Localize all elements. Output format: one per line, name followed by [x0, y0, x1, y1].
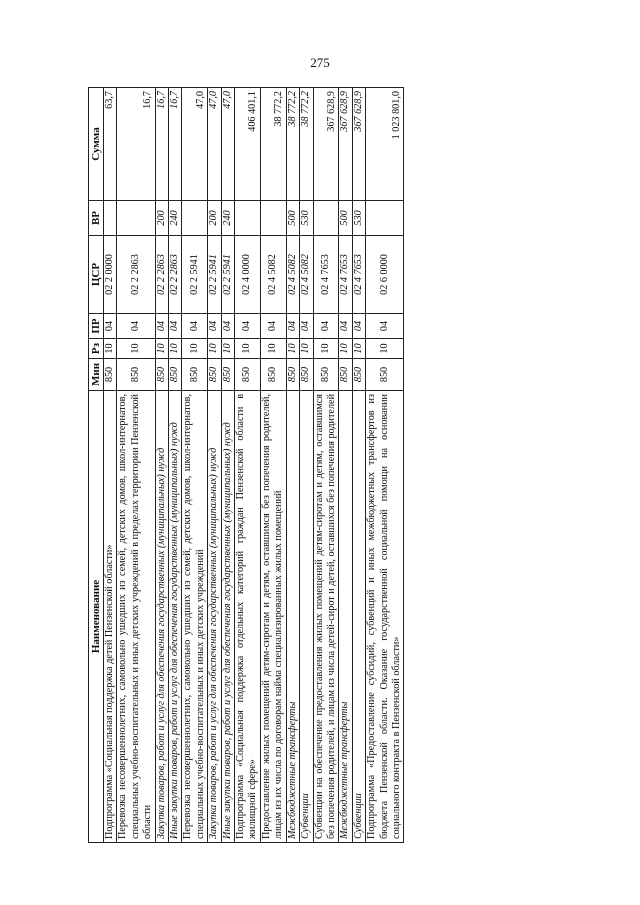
cell-rz: 10 — [352, 339, 365, 359]
cell-vr — [182, 201, 208, 236]
table-row — [208, 88, 221, 843]
table-row — [260, 88, 286, 843]
cell-name: Подпрограмма «Социальная поддержка детей Пензенской области» — [104, 391, 117, 843]
cell-pr: 04 — [366, 314, 404, 339]
cell-rz: 10 — [366, 339, 404, 359]
cell-sum: 47,0 — [221, 88, 234, 201]
cell-min: 850 — [208, 359, 221, 391]
cell-vr: 200 — [155, 201, 168, 236]
header-vr: ВР — [89, 201, 104, 236]
header-pr: ПР — [89, 314, 104, 339]
cell-min: 850 — [182, 359, 208, 391]
cell-name: Подпрограмма «Социальная поддержка отдельных категорий граждан Пензенской области в жилищной сфере» — [235, 391, 261, 843]
cell-name: Субвенции — [352, 391, 365, 843]
cell-pr: 04 — [169, 314, 182, 339]
table-row — [117, 88, 155, 843]
cell-pr: 04 — [260, 314, 286, 339]
cell-pr: 04 — [286, 314, 299, 339]
table-row — [300, 88, 313, 843]
cell-vr — [366, 201, 404, 236]
cell-rz: 10 — [104, 339, 117, 359]
cell-csr: 02 4 5082 — [286, 236, 299, 314]
cell-name: Перевозка несовершеннолетних, самовольно ушедших из семей, детских домов, школ-интернатов, специальных учебно-воспитательных и иных детских учреждений — [182, 391, 208, 843]
table-row — [155, 88, 168, 843]
cell-csr: 02 4 5082 — [300, 236, 313, 314]
cell-pr: 04 — [155, 314, 168, 339]
cell-sum: 367 628,9 — [313, 88, 339, 201]
cell-sum: 47,0 — [182, 88, 208, 201]
page-number: 275 — [310, 55, 330, 70]
cell-csr: 02 4 7653 — [352, 236, 365, 314]
cell-rz: 10 — [235, 339, 261, 359]
cell-vr: 500 — [286, 201, 299, 236]
cell-sum: 1 023 801,0 — [366, 88, 404, 201]
cell-sum: 38 772,2 — [300, 88, 313, 201]
cell-csr: 02 4 7653 — [339, 236, 352, 314]
cell-min: 850 — [286, 359, 299, 391]
cell-min: 850 — [155, 359, 168, 391]
cell-rz: 10 — [339, 339, 352, 359]
table-row — [352, 88, 365, 843]
cell-csr: 02 2 5941 — [208, 236, 221, 314]
cell-min: 850 — [313, 359, 339, 391]
cell-sum: 367 628,9 — [339, 88, 352, 201]
cell-min: 850 — [352, 359, 365, 391]
cell-vr — [117, 201, 155, 236]
cell-sum: 38 772,2 — [286, 88, 299, 201]
cell-name: Субвенции — [300, 391, 313, 843]
cell-rz: 10 — [313, 339, 339, 359]
cell-csr: 02 2 2863 — [117, 236, 155, 314]
table-row — [313, 88, 339, 843]
cell-sum: 38 772,2 — [260, 88, 286, 201]
cell-pr: 04 — [339, 314, 352, 339]
cell-name: Предоставление жилых помещений детям-сиротам и детям, оставшимся без попечения родителей, лицам из их числа по договорам найма специализированных жилых помещений — [260, 391, 286, 843]
cell-min: 850 — [169, 359, 182, 391]
cell-pr: 04 — [300, 314, 313, 339]
cell-csr: 02 2 2863 — [155, 236, 168, 314]
cell-vr: 530 — [352, 201, 365, 236]
cell-sum: 63,7 — [104, 88, 117, 201]
cell-rz: 10 — [117, 339, 155, 359]
cell-pr: 04 — [313, 314, 339, 339]
cell-rz: 10 — [208, 339, 221, 359]
cell-min: 850 — [104, 359, 117, 391]
cell-csr: 02 4 5082 — [260, 236, 286, 314]
table-row — [339, 88, 352, 843]
cell-name: Межбюджетные трансферты — [339, 391, 352, 843]
cell-vr — [104, 201, 117, 236]
cell-name: Межбюджетные трансферты — [286, 391, 299, 843]
cell-csr: 02 6 0000 — [366, 236, 404, 314]
cell-csr: 02 2 5941 — [221, 236, 234, 314]
cell-vr: 200 — [208, 201, 221, 236]
cell-sum: 367 628,9 — [352, 88, 365, 201]
cell-vr: 500 — [339, 201, 352, 236]
cell-vr: 240 — [169, 201, 182, 236]
table-row — [104, 88, 117, 843]
table-row — [235, 88, 261, 843]
table-row — [182, 88, 208, 843]
cell-name: Закупка товаров, работ и услуг для обеспечения государственных (муниципальных) нужд — [208, 391, 221, 843]
header-csr: ЦСР — [89, 236, 104, 314]
cell-name: Подпрограмма «Предоставление субсидий, субвенций и иных межбюджетных трансфертов из бюджета Пензенской области. Оказание государственной социальной помощи на основании социального контракта в Пензенской области» — [366, 391, 404, 843]
table-header-row — [89, 88, 104, 843]
cell-sum: 16,7 — [155, 88, 168, 201]
cell-vr: 240 — [221, 201, 234, 236]
cell-pr: 04 — [117, 314, 155, 339]
cell-pr: 04 — [352, 314, 365, 339]
cell-csr: 02 2 2863 — [169, 236, 182, 314]
table-row — [286, 88, 299, 843]
cell-rz: 10 — [286, 339, 299, 359]
cell-sum: 406 401,1 — [235, 88, 261, 201]
cell-sum: 16,7 — [169, 88, 182, 201]
cell-pr: 04 — [221, 314, 234, 339]
cell-csr: 02 2 5941 — [182, 236, 208, 314]
cell-min: 850 — [339, 359, 352, 391]
cell-name: Закупка товаров, работ и услуг для обеспечения государственных (муниципальных) нужд — [155, 391, 168, 843]
header-min: Мин — [89, 359, 104, 391]
cell-vr — [313, 201, 339, 236]
cell-rz: 10 — [300, 339, 313, 359]
cell-pr: 04 — [182, 314, 208, 339]
header-sum: Сумма — [89, 88, 104, 201]
cell-rz: 10 — [155, 339, 168, 359]
cell-min: 850 — [260, 359, 286, 391]
cell-csr: 02 4 7653 — [313, 236, 339, 314]
rotated-table-container — [88, 88, 540, 843]
cell-min: 850 — [235, 359, 261, 391]
cell-min: 850 — [366, 359, 404, 391]
cell-name: Иные закупки товаров, работ и услуг для обеспечения государственных (муниципальных) нужд — [169, 391, 182, 843]
cell-min: 850 — [117, 359, 155, 391]
cell-csr: 02 4 0000 — [235, 236, 261, 314]
cell-pr: 04 — [208, 314, 221, 339]
cell-vr — [260, 201, 286, 236]
cell-min: 850 — [300, 359, 313, 391]
cell-name: Иные закупки товаров, работ и услуг для обеспечения государственных (муниципальных) нужд — [221, 391, 234, 843]
table-body — [104, 88, 404, 843]
cell-rz: 10 — [221, 339, 234, 359]
cell-rz: 10 — [169, 339, 182, 359]
cell-pr: 04 — [235, 314, 261, 339]
cell-pr: 04 — [104, 314, 117, 339]
table-row — [169, 88, 182, 843]
cell-sum: 47,0 — [208, 88, 221, 201]
header-rz: Рз — [89, 339, 104, 359]
cell-rz: 10 — [260, 339, 286, 359]
cell-csr: 02 2 0000 — [104, 236, 117, 314]
cell-sum: 16,7 — [117, 88, 155, 201]
table-row — [221, 88, 234, 843]
budget-table — [88, 87, 404, 843]
cell-name: Перевозка несовершеннолетних, самовольно ушедших из семей, детских домов, школ-интернатов, специальных учебно-воспитательных и иных детских учреждений в пределах территории Пензенской области — [117, 391, 155, 843]
cell-vr: 530 — [300, 201, 313, 236]
cell-vr — [235, 201, 261, 236]
header-name: Наименование — [89, 391, 104, 843]
table-row — [366, 88, 404, 843]
cell-min: 850 — [221, 359, 234, 391]
cell-name: Субвенции на обеспечение предоставления жилых помещений детям-сиротам и детям, оставшимся без попечения родителей, и лицам из числа детей-сирот и детей, оставшихся без попечения родителей — [313, 391, 339, 843]
cell-rz: 10 — [182, 339, 208, 359]
